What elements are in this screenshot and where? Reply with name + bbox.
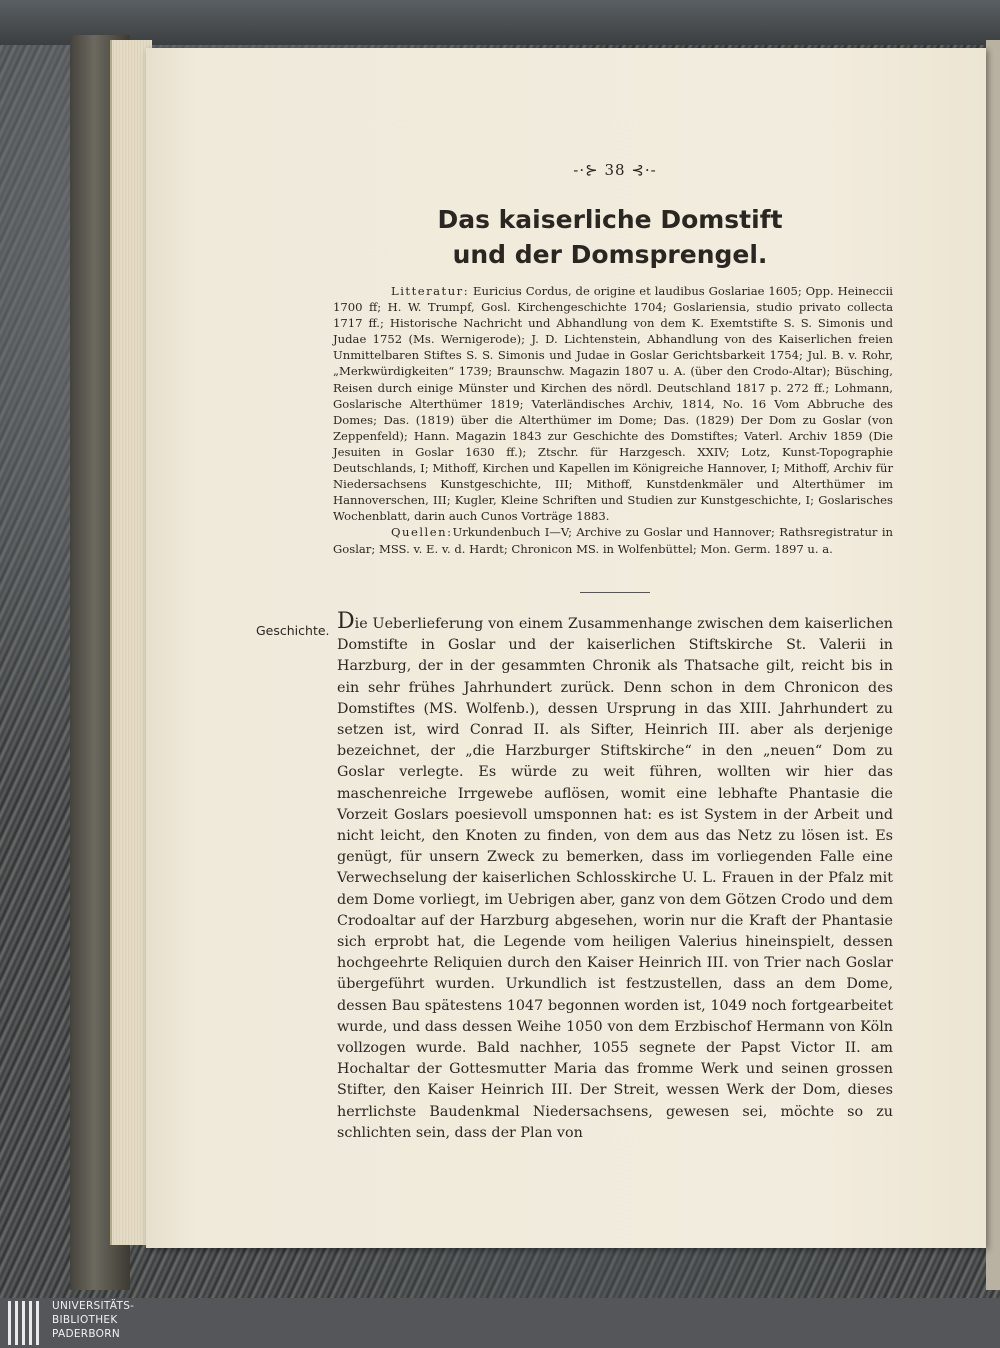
- sources-paragraph: [333, 524, 893, 556]
- body-text: ie Ueberlieferung von einem Zusammenhange zwischen dem kaiserlichen Domstifte in Goslar und der kaiserlichen Stiftskirche St. Valerii in Harzburg, der in der gesammten Chronik als Thatsache gilt, reicht bis in ein sehr frühes Jahrhundert zurück. Denn schon in dem Chronicon des Domstiftes (MS. Wolfenb.), dessen Ursprung in das XIII. Jahrhundert zu setzen ist, wird Conrad II. als Sifter, Heinrich III. aber als derjenige bezeichnet, der „die Harzburger Stiftskirche“ in den „neuen“ Dom zu Goslar verlegte. Es würde zu weit führen, wollten wir hier das maschenreiche Irrgewebe auflösen, womit eine lebhafte Phantasie die Vorzeit Goslars poesievoll umsponnen hat: es ist System in der Arbeit und nicht leicht, den Knoten zu finden, von dem aus das Netz zu lösen ist. Es genügt, für unsern Zweck zu bemerken, dass im vorliegenden Falle eine Verwechselung der kaiserlichen Schlosskirche U. L. Frauen in der Pfalz mit dem Dome vorliegt, im Uebrigen aber, ganz von dem Götzen Crodo und dem Crodoaltar auf der Harzburg abgesehen, worin nur die Kraft der Phantasie sich erprobt hat, die Legende vom heiligen Valerius hineinspielt, dessen hochgeehrte Reliquien durch den Kaiser Heinrich III. von Trier nach Goslar übergeführt wurden. Urkundlich ist festzustellen, dass an dem Dome, dessen Bau spätestens 1047 begonnen worden ist, 1049 noch fortgearbeitet wurde, und dass dessen Weihe 1050 von dem Erzbischof Hermann von Köln vollzogen wurde. Bald nachher, 1055 segnete der Papst Victor II. am Hochaltar der Gottesmutter Maria das fromme Werk und seinen grossen Stifter, den Kaiser Heinrich III. Der Streit, wessen Werk der Dom, dieses herrlichste Baudenkmal Niedersachsens, gewesen sei, möchte so zu schlichten sein, dass der Plan von: [337, 616, 893, 1141]
- sources-text: Urkundenbuch I—V; Archive zu Goslar und Hannover; Rathsregistratur in Goslar; MSS. v. E. v. d. Hardt; Chronicon MS. in Wolfenbüttel; Mon. Germ. 1897 u. a.: [333, 525, 893, 556]
- library-logo-text: UNIVERSITÄTS- BIBLIOTHEK PADERBORN: [52, 1300, 135, 1340]
- drop-cap: D: [337, 609, 355, 634]
- library-logo-icon: [8, 1301, 43, 1345]
- literature-text: Euricius Cordus, de origine et laudibus Goslariae 1605; Opp. Heineccii 1700 ff; H. W. Trumpf, Gosl. Kirchengeschichte 1704; Goslariensia, studio privato collecta 1717 ff.; Historische Nachricht und Abhandlung von dem K. Exemtstifte S. S. Simonis und Judae 1752 (Ms. Wernigerode); J. D. Lichtenstein, Abhandlung von des Kaiserlichen freien Unmittelbaren Stiftes S. S. Simonis und Judae in Goslar Gerichtsbarkeit 1754; Jul. B. v. Rohr, „Merkwürdigkeiten“ 1739; Braunschw. Magazin 1807 u. A. (über den Crodo-Altar); Büsching, Reisen durch einige Münster und Kirchen des nördl. Deutschland 1817 p. 272 ff.; Lohmann, Goslarische Alterthümer 1819; Vaterländisches Archiv, 1814, No. 16 Vom Abbruche des Domes; Das. (1819) über die Alterthümer im Dome; Das. (1829) Der Dom zu Goslar (von Zeppenfeld); Hann. Magazin 1843 zur Geschichte des Domstiftes; Vaterl. Archiv 1859 (Die Jesuiten in Goslar 1630 ff.); Ztschr. für Harzgesch. XXIV; Lotz, Kunst-Topographie Deutschlands, I; Mithoff, Kirchen und Kapellen im Königreiche Hannover, I; Mithoff, Archiv für Niedersachsens Kunstgeschichte, III; Mithoff, Kunstdenkmäler und Alterthümer im Hannoverschen, III; Kugler, Kleine Schriften und Studien zur Kunstgeschichte, I; Goslarisches Wochenblatt, darin auch Cunos Vorträge 1883.: [333, 284, 894, 524]
- section-divider: [580, 592, 650, 593]
- chapter-title-line-1: Das kaiserliche Domstift: [437, 205, 783, 234]
- cover-top-edge: [0, 0, 1000, 45]
- bibliography-block: [333, 283, 893, 557]
- page-number-value: 38: [604, 161, 626, 179]
- margin-note: Geschichte.: [256, 623, 330, 638]
- right-board: [986, 40, 1000, 1290]
- literature-label: Litteratur:: [391, 284, 470, 298]
- page-number: -·⊱ 38 ⊰·-: [573, 161, 657, 179]
- sources-label: Quellen:: [391, 525, 453, 540]
- chapter-title-line-2: und der Domsprengel.: [452, 240, 768, 269]
- body-paragraph: [337, 611, 893, 1144]
- literature-paragraph: [333, 283, 893, 524]
- footer-bar: [0, 1298, 1000, 1348]
